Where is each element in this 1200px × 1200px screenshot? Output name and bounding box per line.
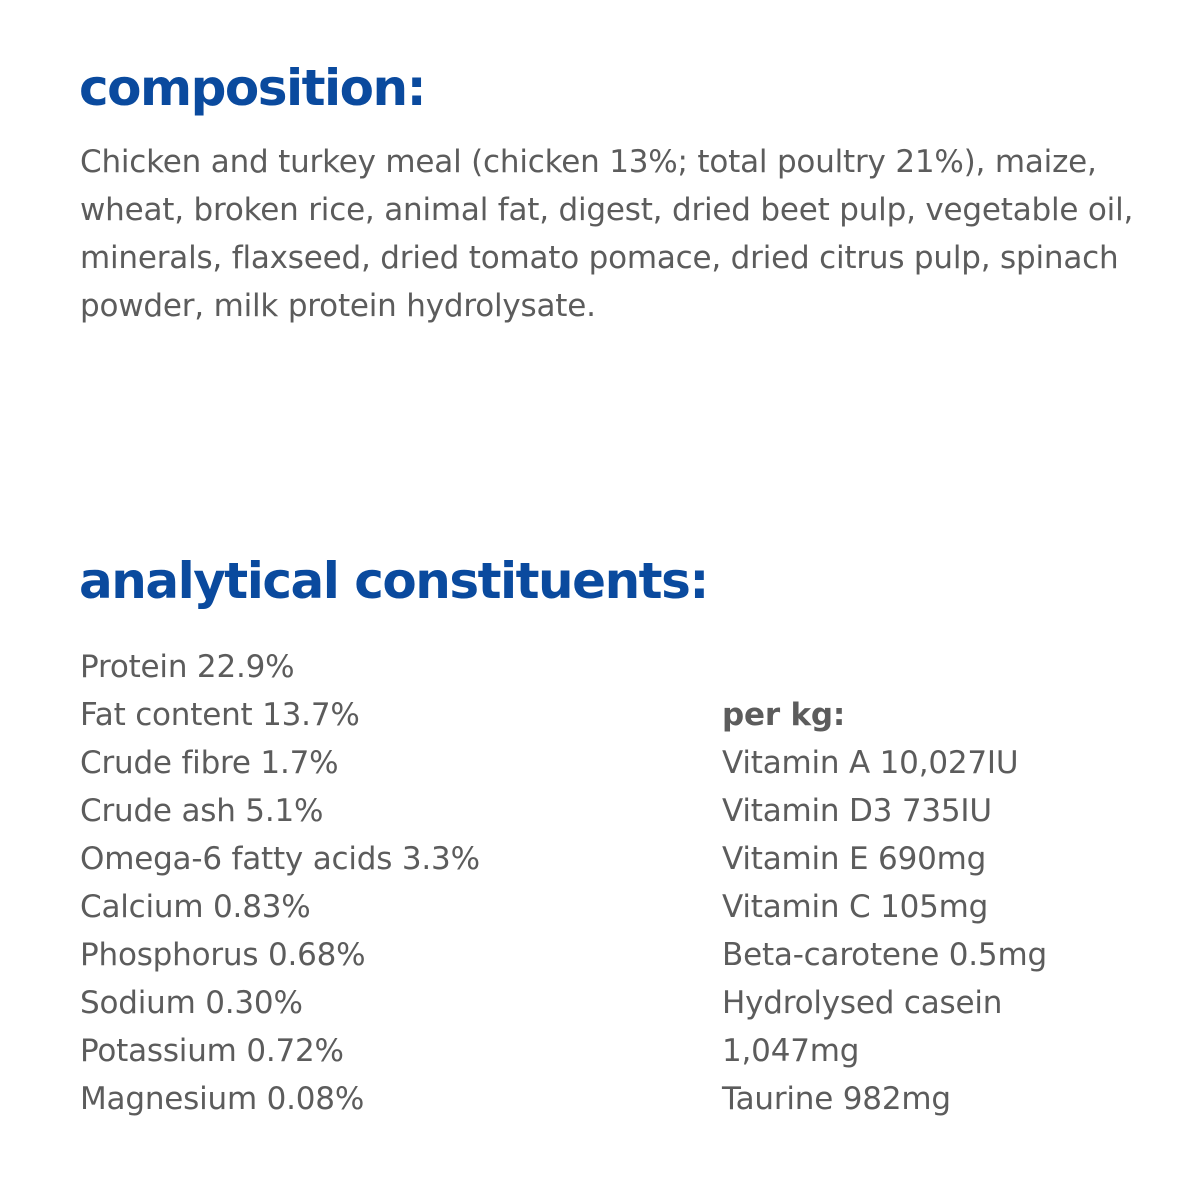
constituent-item: Protein 22.9% <box>80 649 295 685</box>
constituent-item: Crude ash 5.1% <box>80 793 324 829</box>
constituent-item: Sodium 0.30% <box>80 985 303 1021</box>
per-kg-item: Vitamin D3 735IU <box>722 793 992 829</box>
per-kg-item: Vitamin C 105mg <box>722 889 989 925</box>
constituent-item: Phosphorus 0.68% <box>80 937 366 973</box>
per-kg-label: per kg: <box>722 697 846 733</box>
composition-heading: composition: <box>79 59 426 117</box>
per-kg-list <box>722 691 1047 1123</box>
per-kg-item: Taurine 982mg <box>722 1081 951 1117</box>
constituent-item: Crude fibre 1.7% <box>80 745 339 781</box>
constituent-item: Omega-6 fatty acids 3.3% <box>80 841 480 877</box>
per-kg-item: Vitamin E 690mg <box>722 841 987 877</box>
constituent-item: Fat content 13.7% <box>80 697 360 733</box>
per-kg-item: Beta-carotene 0.5mg <box>722 937 1047 973</box>
composition-text: Chicken and turkey meal (chicken 13%; total poultry 21%), maize, wheat, broken rice, animal fat, digest, dried beet pulp, vegetable oil, minerals, flaxseed, dried tomato pomace, dried citrus pulp, spinach powder, milk protein hydrolysate. <box>80 144 1134 324</box>
analytical-constituents-heading: analytical constituents: <box>79 552 708 610</box>
constituent-item: Calcium 0.83% <box>80 889 311 925</box>
constituent-item: Magnesium 0.08% <box>80 1081 365 1117</box>
constituents-list <box>80 643 480 1123</box>
constituent-item: Potassium 0.72% <box>80 1033 344 1069</box>
per-kg-item: 1,047mg <box>722 1033 860 1069</box>
per-kg-item: Hydrolysed casein <box>722 985 1003 1021</box>
per-kg-item: Vitamin A 10,027IU <box>722 745 1019 781</box>
